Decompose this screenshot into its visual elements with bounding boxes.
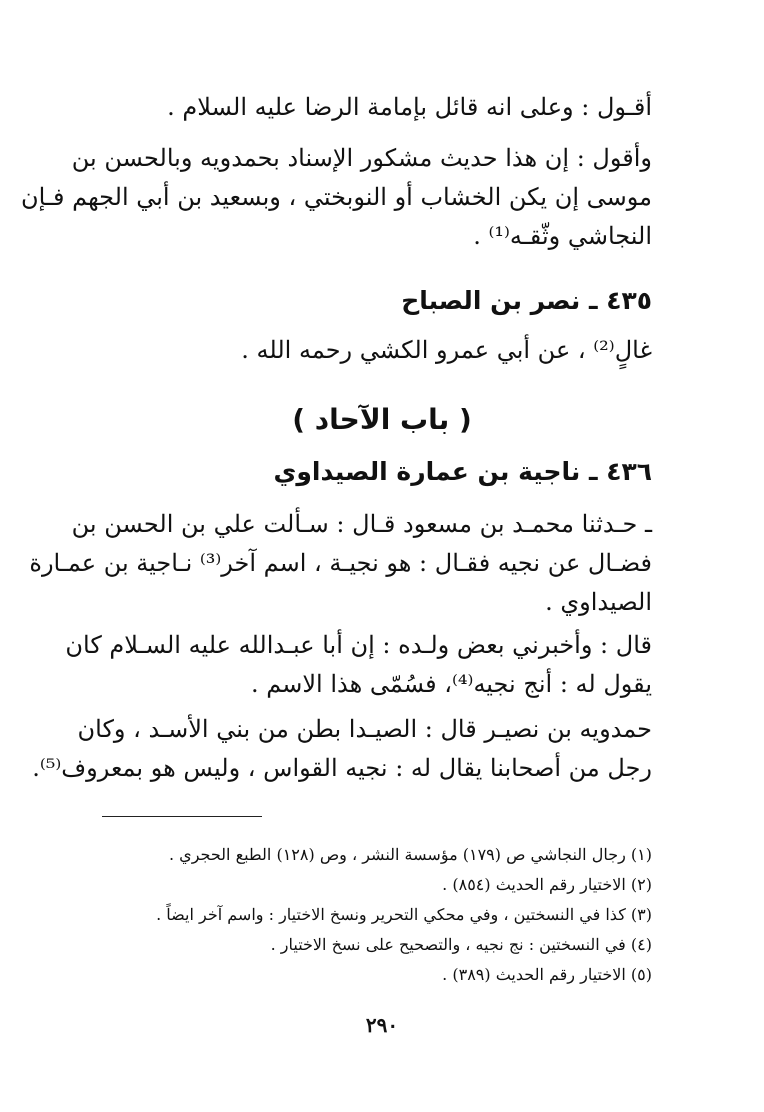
entry-heading: ٤٣٦ ـ ناجية بن عمارة الصيداوي [273,457,652,486]
page-number: ٢٩٠ [365,1013,399,1037]
footnote: (٤) في النسختين : نج نجيه ، والتصحيح على نسخ الاختيار . [270,935,652,954]
footnote: (٣) كذا في النسختين ، وفي محكي التحرير ونسخ الاختيار : واسم آخر ايضاً . [156,905,652,924]
paragraph-line: رجل من أصحابنا يقال له : نجيه القواس ، وليس هو بمعروف⁽⁵⁾. [32,754,652,782]
paragraph-line: وأقول : إن هذا حديث مشكور الإسناد بحمدويه وبالحسن بن [71,144,652,172]
paragraph-line: ـ حـدثنا محمـد بن مسعود قـال : سـألت علي بن الحسن بن [71,510,652,538]
paragraph-line: قال : وأخبرني بعض ولـده : إن أبا عبـدالله عليه السـلام كان [65,631,652,659]
paragraph-line: النجاشي وثّقـه⁽¹⁾ . [473,222,652,250]
chapter-title: ( باب الآحاد ) [292,403,472,436]
paragraph-line: فضـال عن نجيه فقـال : هو نجيـة ، اسم آخر⁽³⁾ نـاجية بن عمـارة [29,549,652,577]
paragraph-line: غالٍ⁽²⁾ ، عن أبي عمرو الكشي رحمه الله . [241,336,652,364]
entry-heading: ٤٣٥ ـ نصر بن الصباح [401,286,652,315]
paragraph-line: حمدويه بن نصيـر قال : الصيـدا بطن من بني الأسـد ، وكان [77,715,652,743]
footnote-divider [102,816,262,817]
paragraph-line: موسى إن يكن الخشاب أو النوبختي ، وبسعيد بن أبي الجهم فـإن [21,183,652,211]
footnote: (١) رجال النجاشي ص (١٧٩) مؤسسة النشر ، وص (١٢٨) الطبع الحجري . [169,845,652,864]
footnote: (٢) الاختيار رقم الحديث (٨٥٤) . [442,875,652,894]
paragraph-line: أقـول : وعلى انه قائل بإمامة الرضا عليه السلام . [167,93,652,121]
paragraph-line: يقول له : أنج نجيه⁽⁴⁾، فسُمّى هذا الاسم . [251,670,652,698]
paragraph-line: الصيداوي . [545,588,652,616]
footnote: (٥) الاختيار رقم الحديث (٣٨٩) . [442,965,652,984]
